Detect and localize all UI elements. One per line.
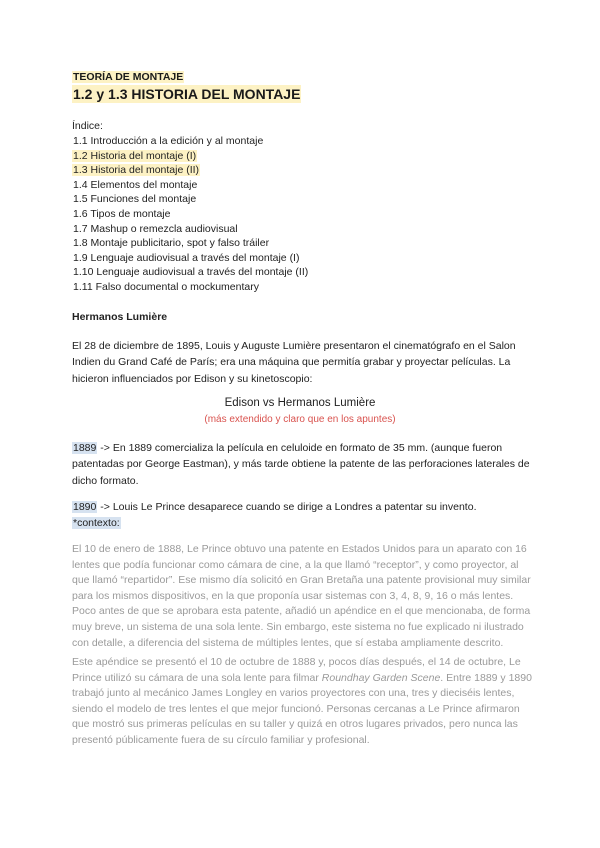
entry-1890 — [72, 499, 532, 532]
context-paragraph-1: El 10 de enero de 1888, Le Prince obtuvo una patente en Estados Unidos para un aparato con 16 lentes que podía funcionar como cámara de cine, a la que llamó “receptor”, y como proyector, al que llamó “repartidor”. Ese mismo día solicitó en Gran Bretaña una patente provisional muy similar para los mismos dispositivos, en la que proponía usar sistemas con 3, 4, 8, 9, 16 o más lentes. Poco antes de que se aprobara esta patente, añadió un apéndice en el que mencionaba, de forma muy breve, un sistema de una sola lente. Sin embargo, este sistema no fue explicado ni ilustrado con detalle, a diferencia del sistema de múltiples lentes, que sí estaba ampliamente descrito. — [72, 543, 531, 649]
index-item: 1.1 Introducción a la edición y al montaje — [73, 135, 264, 147]
index-label: Índice: — [72, 120, 103, 132]
index-item: 1.9 Lenguaje audiovisual a través del montaje (I) — [73, 251, 300, 264]
course-label: TEORÍA DE MONTAJE — [73, 71, 184, 83]
entry-1890-text: -> Louis Le Prince desaparece cuando se dirige a Londres a patentar su invento. — [97, 501, 477, 513]
context-label: *contexto: — [73, 517, 120, 530]
index-item: 1.10 Lenguaje audiovisual a través del montaje (II) — [73, 266, 309, 279]
index-item: 1.5 Funciones del montaje — [73, 193, 197, 206]
entry-1889-text: -> En 1889 comercializa la película en celuloide en formato de 35 mm. (aunque fueron patentadas por George Eastman), y más tarde obtiene la patente de las perforaciones laterales de dicho formato. — [72, 442, 530, 487]
index-item: 1.6 Tipos de montaje — [73, 207, 171, 220]
film-title: Roundhay Garden Scene — [321, 671, 441, 684]
centered-title: Edison vs Hermanos Lumière — [224, 397, 376, 409]
page-title: 1.2 y 1.3 HISTORIA DEL MONTAJE — [73, 86, 301, 102]
section-heading: Hermanos Lumière — [72, 311, 168, 323]
index-item: 1.4 Elementos del montaje — [73, 178, 198, 191]
index-list — [72, 134, 309, 295]
index-item: 1.8 Montaje publicitario, spot y falso tráiler — [73, 237, 270, 250]
entry-1889 — [72, 440, 532, 489]
index-item: 1.7 Mashup o remezcla audiovisual — [73, 222, 238, 235]
year-1889: 1889 — [73, 442, 97, 454]
year-1890: 1890 — [73, 501, 97, 513]
index-item: 1.2 Historia del montaje (I) — [73, 149, 197, 162]
index-item: 1.3 Historia del montaje (II) — [73, 164, 200, 177]
centered-note: (más extendido y claro que en los apuntes) — [204, 414, 396, 425]
intro-paragraph: El 28 de diciembre de 1895, Louis y Auguste Lumière presentaron el cinematógrafo en el Salon Indien du Grand Café de París; era una máquina que permitía grabar y proyectar películas. La hicieron influenciados por Edison y su kinetoscopio: — [72, 340, 516, 385]
index-item: 1.11 Falso documental o mockumentary — [73, 280, 259, 293]
context-paragraph-2: Este apéndice se presentó el 10 de octubre de 1888 y, pocos días después, el 14 de octubre, Le Prince utilizó su cámara de una sola lente para filmar Roundhay Garden Scene. Entre 1889 y 1890 trabajó junto al mecánico James Longley en varios proyectores con una, tres y dieciséis lentes, siendo el modelo de tres lentes el que mejor funcionó. Personas cercanas a Le Prince afirmaron que mostró sus primeras películas en su taller y quizá en otros lugares privados, pero nunca las presentó públicamente fuera de su círculo familiar y profesional. — [72, 656, 532, 746]
